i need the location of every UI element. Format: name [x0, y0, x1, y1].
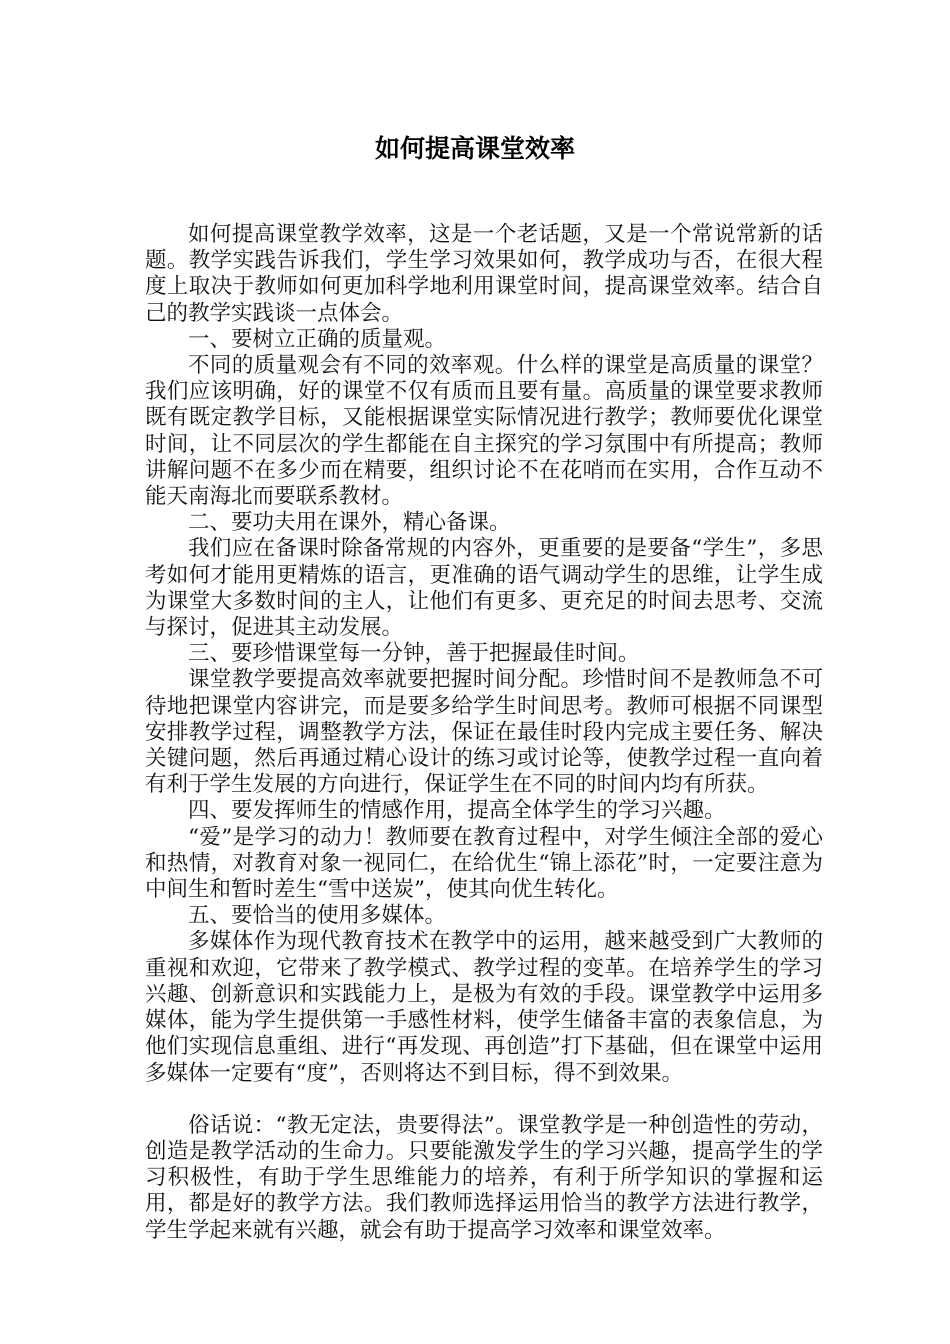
paragraph-5: 多媒体作为现代教育技术在教学中的运用，越来越受到广大教师的重视和欢迎，它带来了教学模式、教学过程的变革。在培养学生的学习兴趣、创新意识和实践能力上，是极为有效的手段。课堂教学中运用多媒体，能为学生提供第一手感性材料，使学生储备丰富的表象信息，为他们实现信息重组、进行“再发现、再创造”打下基础，但在课堂中运用多媒体一定要有“度”，否则将达不到目标，得不到效果。	[145, 929, 823, 1086]
paragraph-3: 课堂教学要提高效率就要把握时间分配。珍惜时间不是教师急不可待地把课堂内容讲完，而是要多给学生时间思考。教师可根据不同课型安排教学过程，调整教学方法，保证在最佳时段内完成主要任务、解决关键问题，然后再通过精心设计的练习或讨论等，使教学过程一直向着有利于学生发展的方向进行，保证学生在不同的时间内均有所获。	[145, 667, 823, 798]
section-heading-3: 三、要珍惜课堂每一分钟，善于把握最佳时间。	[188, 641, 640, 667]
paragraph-1: 不同的质量观会有不同的效率观。什么样的课堂是高质量的课堂？我们应该明确，好的课堂不仅有质而且要有量。高质量的课堂要求教师既有既定教学目标，又能根据课堂实际情况进行教学；教师要优化课堂时间，让不同层次的学生都能在自主探究的学习氛围中有所提高；教师讲解问题不在多少而在精要，组织讨论不在花哨而在实用，合作互动不能天南海北而要联系教材。	[145, 353, 823, 510]
section-heading-4: 四、要发挥师生的情感作用，提高全体学生的学习兴趣。	[188, 798, 726, 824]
section-heading-1: 一、要树立正确的质量观。	[188, 326, 447, 352]
paragraph-2: 我们应在备课时除备常规的内容外，更重要的是要备“学生”，多思考如何才能用更精炼的语言，更准确的语气调动学生的思维，让学生成为课堂大多数时间的主人，让他们有更多、更充足的时间去思考、交流与探讨，促进其主动发展。	[145, 536, 823, 641]
section-heading-2: 二、要功夫用在课外，精心备课。	[188, 510, 511, 536]
document-body	[145, 222, 823, 1244]
document-title: 如何提高课堂效率	[374, 134, 575, 163]
paragraph-intro: 如何提高课堂教学效率，这是一个老话题，又是一个常说常新的话题。教学实践告诉我们，学生学习效果如何，教学成功与否，在很大程度上取决于教师如何更加科学地利用课堂时间，提高课堂效率。结合自己的教学实践谈一点体会。	[145, 222, 823, 326]
section-heading-5: 五、要恰当的使用多媒体。	[188, 903, 447, 929]
paragraph-4: “爱”是学习的动力！教师要在教育过程中，对学生倾注全部的爱心和热情，对教育对象一视同仁，在给优生“锦上添花”时，一定要注意为中间生和暂时差生“雪中送炭”，使其向优生转化。	[145, 824, 823, 903]
paragraph-conclusion: 俗话说：“教无定法，贵要得法”。课堂教学是一种创造性的劳动，创造是教学活动的生命力。只要能激发学生的学习兴趣，提高学生的学习积极性，有助于学生思维能力的培养，有利于所学知识的掌握和运用，都是好的教学方法。我们教师选择运用恰当的教学方法进行教学，学生学起来就有兴趣，就会有助于提高学习效率和课堂效率。	[145, 1112, 823, 1243]
